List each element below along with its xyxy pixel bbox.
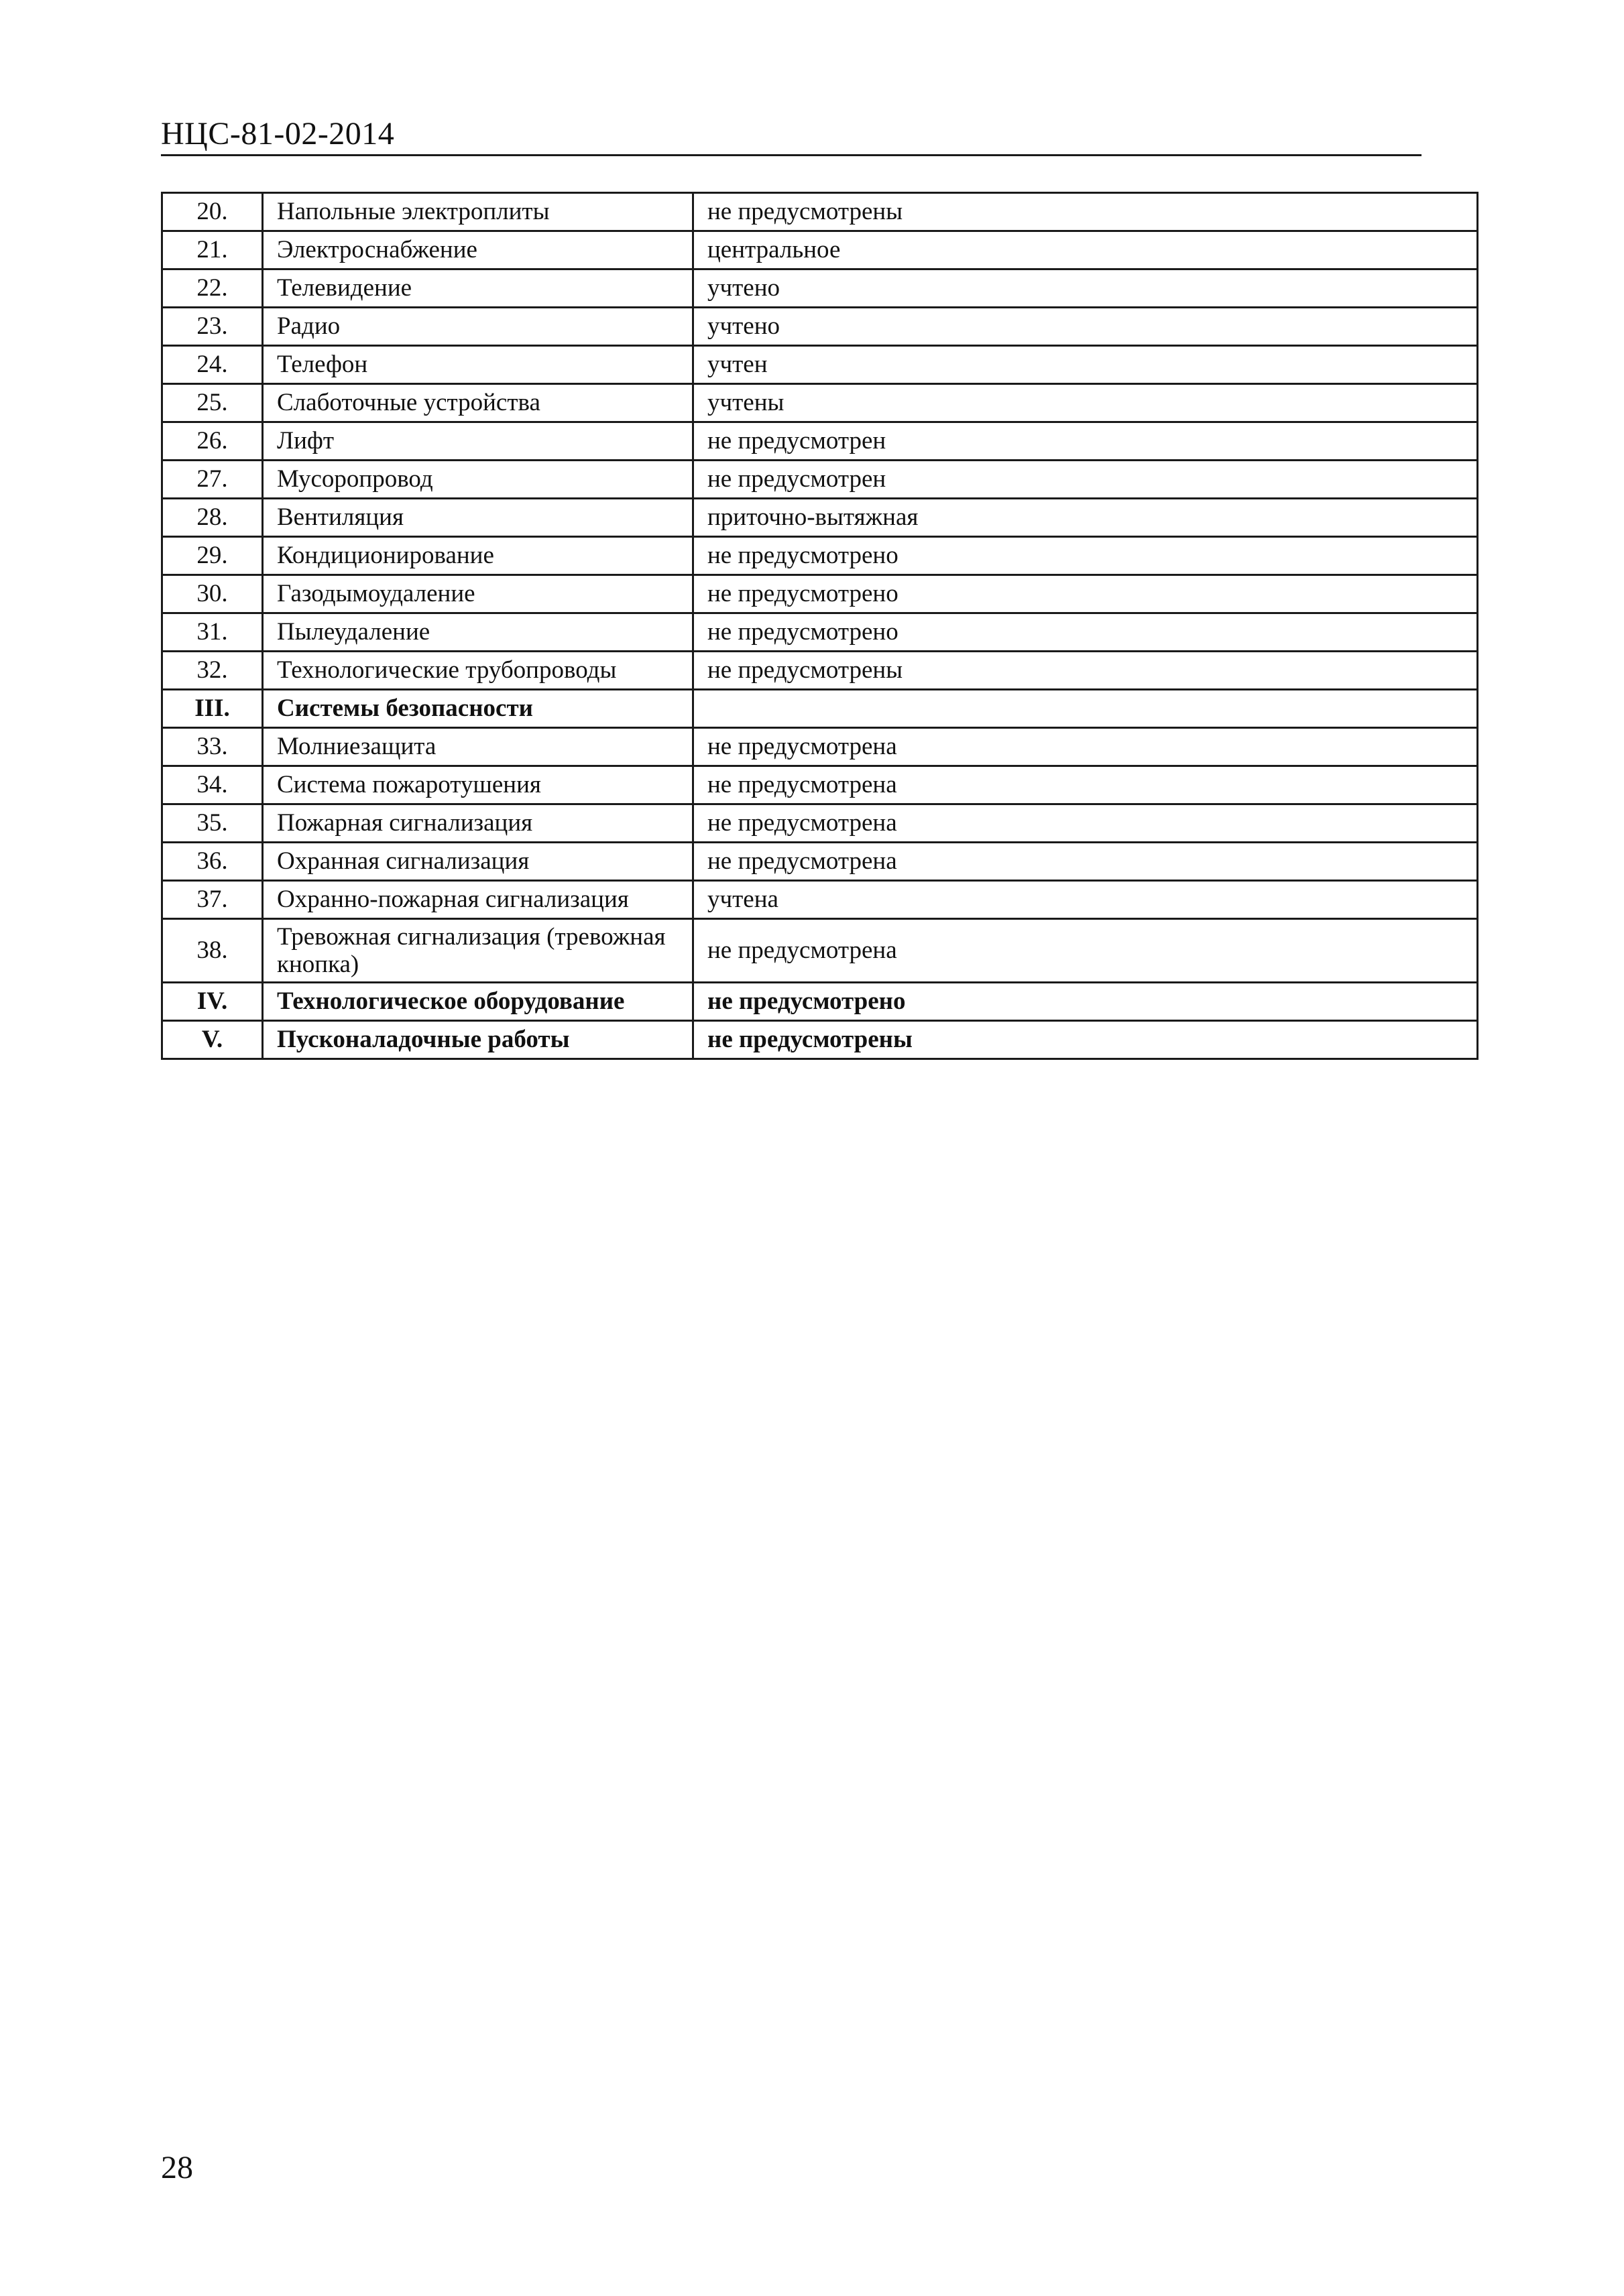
row-number-cell: 36. [162, 843, 263, 881]
table-row [162, 461, 1478, 499]
row-name-cell: Напольные электроплиты [263, 193, 693, 231]
row-value-cell: не предусмотрены [693, 652, 1478, 690]
row-value-cell: не предусмотрены [693, 193, 1478, 231]
row-name-cell: Радио [263, 308, 693, 346]
row-value-cell: учтено [693, 269, 1478, 308]
row-number-cell: 31. [162, 613, 263, 652]
row-name-cell: Охранно-пожарная сигнализация [263, 881, 693, 919]
row-name-cell: Охранная сигнализация [263, 843, 693, 881]
table-row [162, 652, 1478, 690]
row-name-cell: Пусконаладочные работы [263, 1021, 693, 1059]
row-number-cell: 38. [162, 919, 263, 983]
table-row [162, 881, 1478, 919]
row-value-cell: не предусмотрен [693, 461, 1478, 499]
table-row [162, 575, 1478, 613]
row-number-cell: 35. [162, 804, 263, 843]
row-value-cell: учтен [693, 346, 1478, 384]
row-number-cell: 27. [162, 461, 263, 499]
row-number-cell: 22. [162, 269, 263, 308]
row-number-cell: V. [162, 1021, 263, 1059]
specification-table-body [162, 193, 1478, 1059]
row-value-cell: не предусмотрено [693, 613, 1478, 652]
row-number-cell: 34. [162, 766, 263, 804]
section-row [162, 1021, 1478, 1059]
table-row [162, 346, 1478, 384]
document-header [161, 107, 1422, 156]
row-number-cell: 25. [162, 384, 263, 422]
section-row [162, 983, 1478, 1021]
row-name-cell: Мусоропровод [263, 461, 693, 499]
row-value-cell: не предусмотрен [693, 422, 1478, 461]
row-name-cell: Технологическое оборудование [263, 983, 693, 1021]
table-row [162, 269, 1478, 308]
row-number-cell: 20. [162, 193, 263, 231]
row-name-cell: Система пожаротушения [263, 766, 693, 804]
section-row [162, 690, 1478, 728]
row-name-cell: Электроснабжение [263, 231, 693, 269]
row-value-cell: учтена [693, 881, 1478, 919]
row-name-cell: Пылеудаление [263, 613, 693, 652]
row-number-cell: 37. [162, 881, 263, 919]
row-value-cell [693, 690, 1478, 728]
row-value-cell: не предусмотрено [693, 537, 1478, 575]
row-name-cell: Кондиционирование [263, 537, 693, 575]
table-row [162, 728, 1478, 766]
table-row [162, 384, 1478, 422]
row-name-cell: Слаботочные устройства [263, 384, 693, 422]
row-number-cell: 29. [162, 537, 263, 575]
table-row [162, 613, 1478, 652]
row-value-cell: не предусмотрены [693, 1021, 1478, 1059]
row-number-cell: 26. [162, 422, 263, 461]
row-number-cell: 28. [162, 499, 263, 537]
row-value-cell: учтены [693, 384, 1478, 422]
table-row [162, 766, 1478, 804]
row-number-cell: 24. [162, 346, 263, 384]
row-name-cell: Вентиляция [263, 499, 693, 537]
row-name-cell: Лифт [263, 422, 693, 461]
row-value-cell: центральное [693, 231, 1478, 269]
row-number-cell: 33. [162, 728, 263, 766]
row-value-cell: учтено [693, 308, 1478, 346]
row-value-cell: не предусмотрена [693, 728, 1478, 766]
row-name-cell: Телефон [263, 346, 693, 384]
document-code: НЦС-81-02-2014 [161, 116, 395, 152]
row-number-cell: 30. [162, 575, 263, 613]
page-number: 28 [161, 2150, 193, 2185]
row-name-cell: Пожарная сигнализация [263, 804, 693, 843]
table-row [162, 499, 1478, 537]
row-value-cell: не предусмотрена [693, 843, 1478, 881]
table-row [162, 231, 1478, 269]
row-value-cell: не предусмотрена [693, 766, 1478, 804]
row-value-cell: приточно-вытяжная [693, 499, 1478, 537]
row-number-cell: III. [162, 690, 263, 728]
row-name-cell: Системы безопасности [263, 690, 693, 728]
table-row [162, 193, 1478, 231]
row-name-cell: Молниезащита [263, 728, 693, 766]
row-name-cell: Технологические трубопроводы [263, 652, 693, 690]
row-number-cell: 21. [162, 231, 263, 269]
row-number-cell: 32. [162, 652, 263, 690]
table-row [162, 308, 1478, 346]
row-value-cell: не предусмотрена [693, 919, 1478, 983]
row-number-cell: IV. [162, 983, 263, 1021]
row-value-cell: не предусмотрена [693, 804, 1478, 843]
table-row [162, 843, 1478, 881]
row-number-cell: 23. [162, 308, 263, 346]
table-row [162, 422, 1478, 461]
row-name-cell: Тревожная сигнализация (тревожная кнопка) [263, 919, 693, 983]
table-row [162, 919, 1478, 983]
specification-table [161, 192, 1478, 1060]
row-value-cell: не предусмотрено [693, 983, 1478, 1021]
row-name-cell: Телевидение [263, 269, 693, 308]
table-row [162, 804, 1478, 843]
row-value-cell: не предусмотрено [693, 575, 1478, 613]
table-row [162, 537, 1478, 575]
row-name-cell: Газодымоудаление [263, 575, 693, 613]
